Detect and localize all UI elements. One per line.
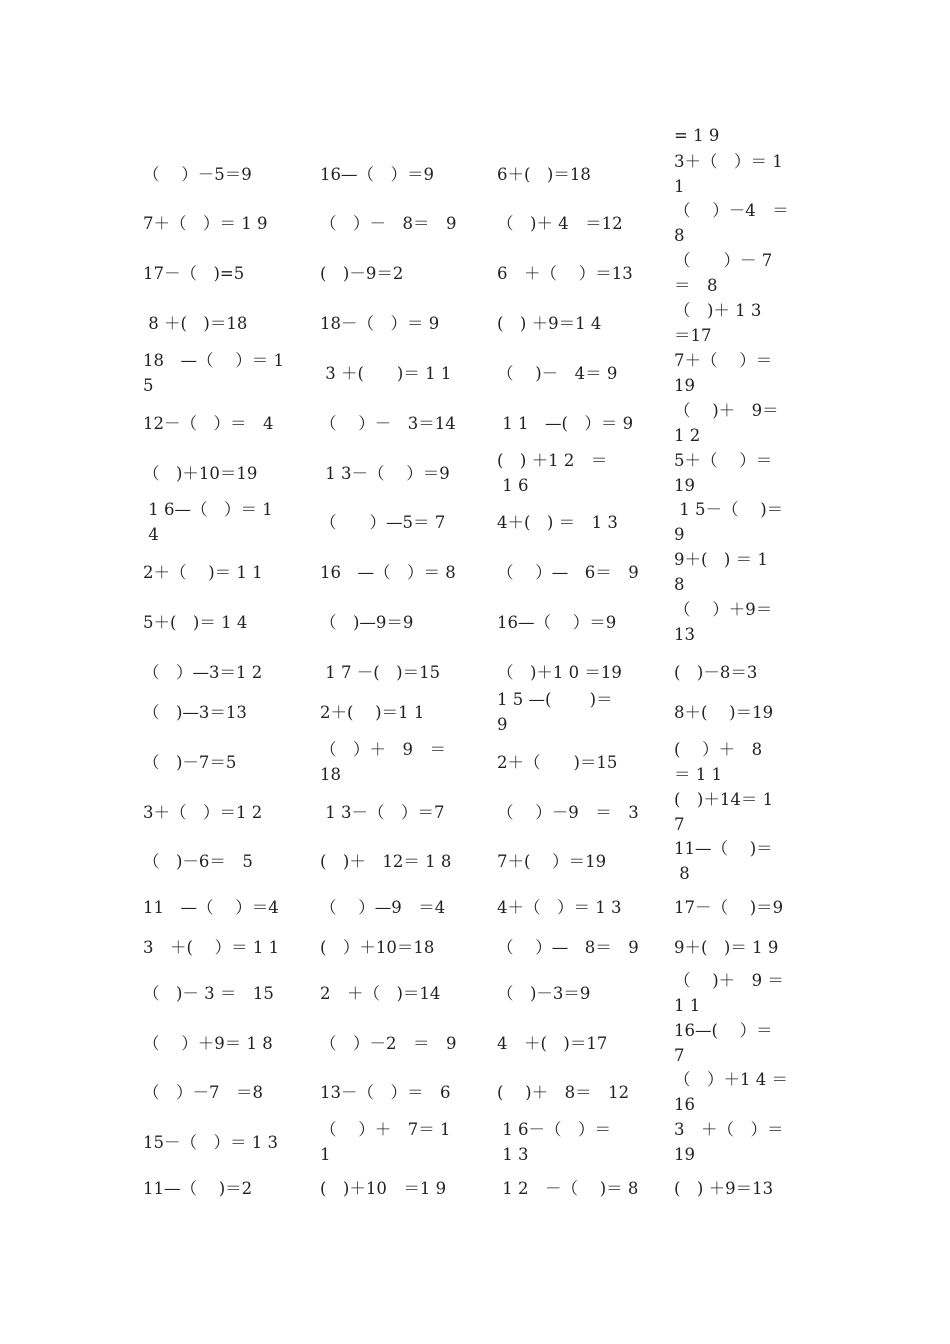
equation-problem: 8 ＋( )＝18	[143, 313, 248, 333]
equation-problem: 3＋（ ）＝ 1 1	[674, 152, 783, 196]
equation-problem: 15－（ ）＝ 1 3	[143, 1132, 278, 1152]
equation-problem: （ )＋ 1 3 ＝17	[674, 301, 762, 345]
equation-problem: ( ）＋10＝18	[320, 937, 435, 957]
equation-problem: （ ）－5＝9	[143, 164, 252, 184]
equation-problem: ( )＋ 8＝ 12	[497, 1082, 630, 1102]
equation-problem: 3 ＋（ ）＝ 19	[674, 1120, 784, 1164]
problem-row	[0, 1018, 950, 1068]
equation-problem: （ )－7＝5	[143, 752, 237, 772]
equation-problem: （ )—3＝13	[143, 702, 247, 722]
equation-problem: 1 6－（ ）＝ 1 3	[502, 1120, 611, 1164]
problem-row	[0, 149, 950, 199]
problem-row	[0, 1117, 950, 1167]
problem-row	[0, 687, 950, 737]
equation-problem: （ ）＋1 4 ＝ 16	[674, 1070, 788, 1114]
equation-problem: 4＋（ ）＝ 1 3	[497, 897, 622, 917]
equation-problem: 6＋( )＝18	[497, 164, 591, 184]
equation-problem: 16 —（ ）＝ 8	[320, 562, 456, 582]
equation-problem: 1 3－（ ）＝9	[320, 463, 450, 483]
equation-problem: 1 6—（ ）＝ 1 4	[148, 500, 273, 544]
equation-problem: 6 ＋（ ）＝13	[497, 263, 633, 283]
equation-problem: 17－（ )=5	[143, 263, 245, 283]
equation-problem: 18－（ ）＝ 9	[320, 313, 440, 333]
equation-problem: （ ）＋9＝ 13	[674, 600, 773, 644]
equation-problem: （ )＋ 4 ＝12	[497, 213, 623, 233]
equation-problem: （ ）－9 ＝ 3	[497, 802, 639, 822]
equation-problem: （ )—9＝9	[320, 612, 414, 632]
problem-row	[0, 787, 950, 837]
equation-problem: （ ）— 6＝ 9	[497, 562, 639, 582]
problem-row	[0, 398, 950, 448]
equation-problem: 9＋( ) ＝ 1 8	[674, 550, 768, 594]
equation-problem: 9＋( )＝ 1 9	[674, 937, 779, 957]
equation-problem: 1 5 —( )＝ 9	[497, 690, 613, 734]
equation-problem: （ )－3＝9	[497, 983, 591, 1003]
equation-problem: ( )－9＝2	[320, 263, 404, 283]
equation-problem: 3 ＋( ）＝ 1 1	[143, 937, 280, 957]
problem-row	[0, 922, 950, 972]
equation-problem: 5＋( )＝ 1 4	[143, 612, 248, 632]
problem-row	[0, 836, 950, 886]
problem-row	[0, 348, 950, 398]
equation-problem: 2＋( )＝1 1	[320, 702, 425, 722]
problem-row	[0, 298, 950, 348]
equation-problem: 3＋（ ）＝1 2	[143, 802, 263, 822]
equation-problem: 3 ＋( )＝ 1 1	[320, 363, 452, 383]
equation-problem: （ ）—3＝1 2	[143, 662, 263, 682]
problem-row	[0, 1163, 950, 1213]
equation-problem: 1 2 －（ )＝ 8	[497, 1178, 639, 1198]
equation-problem: （ )＋1 0 ＝19	[497, 662, 622, 682]
equation-problem: （ ）— 8＝ 9	[497, 937, 639, 957]
problem-row	[0, 248, 950, 298]
equation-problem: ( ) ＋1 2 ＝ 1 6	[497, 451, 608, 495]
equation-problem: 11—（ )＝ 8	[674, 839, 773, 883]
equation-problem: ( )＋ 12＝ 1 8	[320, 851, 452, 871]
equation-problem: 1 7 －( )＝15	[320, 662, 441, 682]
equation-problem: 1 3－（ ）＝7	[320, 802, 445, 822]
equation-problem: 1 5－（ )＝ 9	[674, 500, 784, 544]
problem-row	[0, 737, 950, 787]
equation-problem: （ ）—5＝ 7	[320, 512, 446, 532]
equation-problem: 11—（ )＝2	[143, 1178, 253, 1198]
equation-problem: （ )－ 3 ＝ 15	[143, 983, 274, 1003]
equation-problem: ( )＋10 ＝1 9	[320, 1178, 447, 1198]
equation-problem: ( )＋14＝ 1 7	[674, 790, 774, 834]
equation-problem: 18 —（ ）＝ 1 5	[143, 351, 284, 395]
equation-problem: （ ）＋ 7＝ 1 1	[320, 1120, 451, 1164]
equation-problem: （ )＋ 9 ＝ 1 1	[674, 971, 784, 1015]
equation-problem: 16—( ）＝ 7	[674, 1021, 773, 1065]
equation-problem: 4＋( ) ＝ 1 3	[497, 512, 618, 532]
equation-problem: 16—（ ）＝9	[497, 612, 617, 632]
problem-row	[0, 968, 950, 1018]
equation-problem: 2＋（ )＝15	[497, 752, 618, 772]
equation-problem: （ ）－4 ＝ 8	[674, 201, 789, 245]
equation-problem: （ ）＋ 9 ＝ 18	[320, 740, 446, 784]
equation-problem: ( )－8＝3	[674, 662, 758, 682]
equation-problem: ( ）＋ 8 ＝ 1 1	[674, 740, 763, 784]
problem-row	[0, 198, 950, 248]
equation-problem: 8＋( )＝19	[674, 702, 774, 722]
equation-problem: （ )＋ 9＝ 1 2	[674, 401, 779, 445]
equation-problem: （ ）－ 7 ＝ 8	[674, 251, 773, 295]
equation-problem: （ ）－2 ＝ 9	[320, 1033, 457, 1053]
equation-problem: ( ) ＋9＝13	[674, 1178, 774, 1198]
equation-problem: （ ）＋9＝ 1 8	[143, 1033, 273, 1053]
equation-problem: 7＋（ ）＝ 19	[674, 351, 773, 395]
equation-problem: （ ）－ 3＝14	[320, 413, 456, 433]
equation-problem: 11 —（ ）＝4	[143, 897, 279, 917]
equation-problem: 13－（ ）＝ 6	[320, 1082, 451, 1102]
equation-problem: （ ）－ 8＝ 9	[320, 213, 457, 233]
top-fragment: = 1 9	[674, 126, 720, 145]
equation-problem: （ )－6＝ 5	[143, 851, 253, 871]
equation-problem: （ )－ 4＝ 9	[497, 363, 618, 383]
equation-problem: 7＋( ）＝19	[497, 851, 607, 871]
equation-problem: 1 1 —( ）＝ 9	[497, 413, 634, 433]
equation-problem: 2＋（ )＝ 1 1	[143, 562, 263, 582]
equation-problem: 4 ＋( )＝17	[497, 1033, 608, 1053]
equation-problem: ( ) ＋9＝1 4	[497, 313, 602, 333]
equation-problem: （ ）－7 ＝8	[143, 1082, 263, 1102]
equation-problem: 16—（ ）＝9	[320, 164, 434, 184]
equation-problem: 2 ＋（ )＝14	[320, 983, 441, 1003]
equation-problem: 17－（ )＝9	[674, 897, 784, 917]
problem-row	[0, 448, 950, 498]
equation-problem: 12－（ ）＝ 4	[143, 413, 274, 433]
problem-row	[0, 1067, 950, 1117]
equation-problem: 7＋（ ）＝ 1 9	[143, 213, 268, 233]
problem-row	[0, 547, 950, 597]
equation-problem: 5＋（ ）＝ 19	[674, 451, 773, 495]
problem-row	[0, 497, 950, 547]
problem-row	[0, 597, 950, 647]
equation-problem: （ ）—9 ＝4	[320, 897, 446, 917]
equation-problem: （ )＋10＝19	[143, 463, 258, 483]
